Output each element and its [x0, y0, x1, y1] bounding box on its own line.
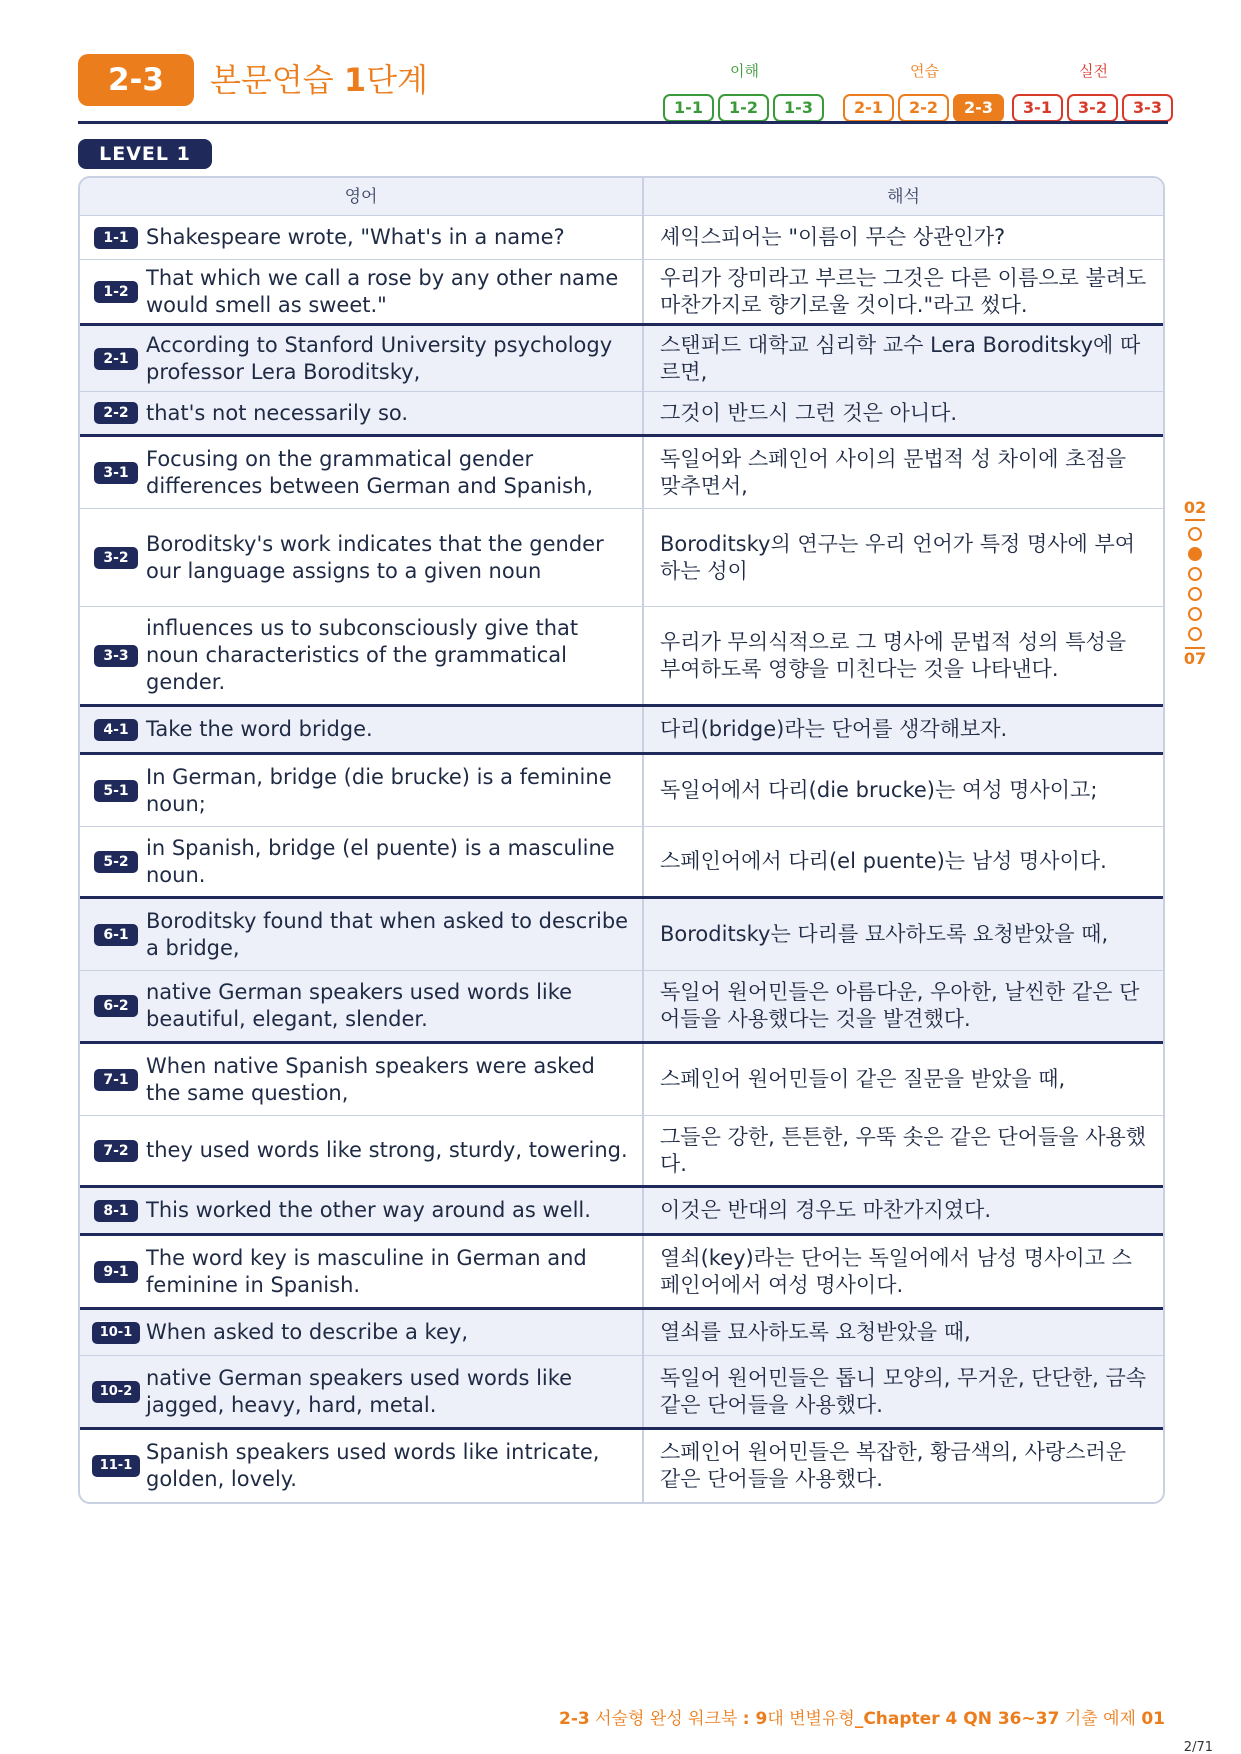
table-row: [80, 1044, 1163, 1116]
table-row: [80, 899, 1163, 971]
footer-type-count: : 9: [742, 1709, 768, 1729]
korean-text: 독일어 원어민들은 톱니 모양의, 무거운, 단단한, 금속 같은 단어들을 사용했다.: [660, 1365, 1147, 1417]
footer-example-number: 01: [1141, 1709, 1165, 1729]
english-text: influences us to subconsciously give that noun characteristics of the grammatical gender.: [146, 616, 579, 694]
stage-1-2[interactable]: 1-2: [718, 94, 769, 122]
korean-text: 독일어 원어민들은 아름다운, 우아한, 날씬한 같은 단어들을 사용했다는 것을 발견했다.: [660, 980, 1140, 1031]
page-header: [78, 54, 1168, 126]
row-number: 5-2: [94, 851, 138, 873]
title-end: 단계: [366, 61, 428, 99]
table-row: [80, 326, 1163, 392]
chapter-start-number: 02: [1183, 498, 1207, 517]
english-text: in Spanish, bridge (el puente) is a masculine noun.: [146, 835, 615, 887]
progress-dot: [1188, 567, 1202, 581]
english-text: Spanish speakers used words like intricate, golden, lovely.: [146, 1440, 600, 1491]
row-number: 4-1: [94, 719, 138, 741]
table-row: [80, 755, 1163, 827]
table-row: [80, 1310, 1163, 1356]
footer-type-label: 대 변별유형: [767, 1709, 855, 1729]
footer-book-title: 서술형 완성 워크북: [589, 1709, 743, 1729]
korean-text: 셰익스피어는 "이름이 무슨 상관인가?: [660, 225, 1006, 249]
progress-dot: [1188, 527, 1202, 541]
table-row: [80, 707, 1163, 755]
korean-text: Boroditsky는 다리를 묘사하도록 요청받았을 때,: [660, 922, 1109, 946]
table-row: [80, 607, 1163, 707]
korean-text: 열쇠를 묘사하도록 요청받았을 때,: [660, 1320, 971, 1344]
title-step-number: 1: [343, 61, 367, 99]
english-text: Take the word bridge.: [146, 717, 373, 741]
table-row: [80, 1116, 1163, 1188]
korean-text: 스페인어 원어민들이 같은 질문을 받았을 때,: [660, 1067, 1066, 1091]
table-row: [80, 260, 1163, 326]
korean-text: 그것이 반드시 그런 것은 아니다.: [660, 400, 958, 425]
row-number: 10-1: [92, 1322, 140, 1344]
table-row: [80, 216, 1163, 260]
korean-text: 우리가 무의식적으로 그 명사에 문법적 성의 특성을 부여하도록 영향을 미친다는 것을 나타낸다.: [660, 629, 1127, 681]
english-text: Boroditsky found that when asked to describe a bridge,: [146, 908, 629, 960]
column-header-korean: 해석: [887, 187, 920, 207]
title-main: 본문연습: [210, 61, 344, 99]
translation-table: [78, 176, 1165, 1504]
progress-dot: [1188, 627, 1202, 641]
korean-text: 그들은 강한, 튼튼한, 우뚝 솟은 같은 단어들을 사용했다.: [660, 1124, 1147, 1176]
stage-2-3-active[interactable]: 2-3: [953, 94, 1004, 122]
english-text: Shakespeare wrote, "What's in a name?: [146, 225, 565, 249]
korean-text: 독일어와 스페인어 사이의 문법적 성 차이에 초점을 맞추면서,: [660, 446, 1127, 498]
progress-dot: [1188, 607, 1202, 621]
row-number: 6-1: [94, 924, 138, 946]
stage-3-3[interactable]: 3-3: [1122, 94, 1173, 122]
row-number: 1-2: [94, 281, 138, 303]
stage-3-1[interactable]: 3-1: [1012, 94, 1063, 122]
stage-3-2[interactable]: 3-2: [1067, 94, 1118, 122]
english-text: When asked to describe a key,: [146, 1320, 468, 1344]
english-text: they used words like strong, sturdy, towering.: [146, 1138, 628, 1162]
column-header-english: 영어: [80, 178, 644, 215]
table-row: [80, 971, 1163, 1044]
korean-text: 다리(bridge)라는 단어를 생각해보자.: [660, 717, 1008, 741]
row-number: 2-2: [94, 402, 138, 424]
row-number: 3-2: [94, 547, 138, 569]
table-header: [80, 178, 1163, 216]
english-text: Focusing on the grammatical gender differences between German and Spanish,: [146, 446, 594, 498]
row-number: 5-1: [94, 780, 138, 802]
english-text: Boroditsky's work indicates that the gender our language assigns to a given noun: [146, 531, 604, 583]
chapter-progress-indicator: [1180, 498, 1214, 698]
table-row: [80, 509, 1163, 607]
stage-1-1[interactable]: 1-1: [663, 94, 714, 122]
korean-text: 이것은 반대의 경우도 마찬가지였다.: [660, 1198, 991, 1222]
row-number: 8-1: [94, 1200, 138, 1222]
korean-text: 독일어에서 다리(die brucke)는 여성 명사이고;: [660, 778, 1098, 802]
section-badge: 2-3: [78, 54, 194, 106]
header-divider: [78, 121, 1168, 124]
footer-section: 2-3: [559, 1709, 590, 1729]
stage-2-2[interactable]: 2-2: [898, 94, 949, 122]
row-number: 9-1: [94, 1261, 138, 1283]
stage-label: 이해: [730, 62, 759, 80]
korean-text: 우리가 장미라고 부르는 그것은 다른 이름으로 불려도 마찬가지로 향기로울 것이다."라고 썼다.: [660, 265, 1147, 317]
table-row: [80, 1356, 1163, 1430]
korean-text: 스페인어에서 다리(el puente)는 남성 명사이다.: [660, 849, 1107, 873]
row-number: 7-2: [94, 1140, 138, 1162]
english-text: The word key is masculine in German and feminine in Spanish.: [146, 1245, 587, 1297]
stage-label: 연습: [910, 62, 939, 80]
table-row: [80, 1188, 1163, 1236]
english-text: This worked the other way around as well.: [146, 1198, 591, 1222]
table-row: [80, 392, 1163, 437]
table-row: [80, 827, 1163, 899]
row-number: 1-1: [94, 227, 138, 249]
row-number: 3-3: [94, 645, 138, 667]
row-number: 11-1: [92, 1455, 140, 1477]
stage-1-3[interactable]: 1-3: [773, 94, 824, 122]
chapter-end-number: 07: [1183, 649, 1207, 668]
progress-dot-current: [1188, 547, 1202, 561]
korean-text: 스탠퍼드 대학교 심리학 교수 Lera Boroditsky에 따르면,: [660, 332, 1141, 384]
page-footer: [559, 1704, 1165, 1729]
level-badge: LEVEL 1: [78, 139, 212, 169]
korean-text: 스페인어 원어민들은 복잡한, 황금색의, 사랑스러운 같은 단어들을 사용했다.: [660, 1440, 1127, 1491]
stage-label: 실전: [1079, 62, 1108, 80]
table-row: [80, 1430, 1163, 1502]
english-text: that's not necessarily so.: [146, 400, 409, 425]
english-text: When native Spanish speakers were asked the same question,: [146, 1053, 595, 1105]
row-number: 7-1: [94, 1069, 138, 1091]
row-number: 10-2: [92, 1381, 140, 1403]
korean-text: 열쇠(key)라는 단어는 독일어에서 남성 명사이고 스페인어에서 여성 명사이다.: [660, 1245, 1132, 1297]
page-number: 2/71: [1183, 1740, 1213, 1754]
english-text: native German speakers used words like jagged, heavy, hard, metal.: [146, 1365, 573, 1417]
english-text: That which we call a rose by any other name would smell as sweet.": [146, 265, 619, 317]
english-text: native German speakers used words like beautiful, elegant, slender.: [146, 980, 573, 1031]
english-text: In German, bridge (die brucke) is a feminine noun;: [146, 764, 612, 816]
english-text: According to Stanford University psychology professor Lera Boroditsky,: [146, 332, 613, 384]
row-number: 2-1: [94, 348, 138, 370]
row-number: 6-2: [94, 995, 138, 1017]
table-row: [80, 437, 1163, 509]
korean-text: Boroditsky의 연구는 우리 언어가 특정 명사에 부여하는 성이: [660, 531, 1136, 583]
footer-chapter: _Chapter 4 QN 36~37: [854, 1709, 1060, 1729]
chapter-divider: [1185, 519, 1205, 521]
stage-2-1[interactable]: 2-1: [843, 94, 894, 122]
row-number: 3-1: [94, 462, 138, 484]
table-row: [80, 1236, 1163, 1310]
progress-dot: [1188, 587, 1202, 601]
footer-example-label: 기출 예제: [1059, 1709, 1142, 1729]
page-title: [210, 60, 428, 100]
